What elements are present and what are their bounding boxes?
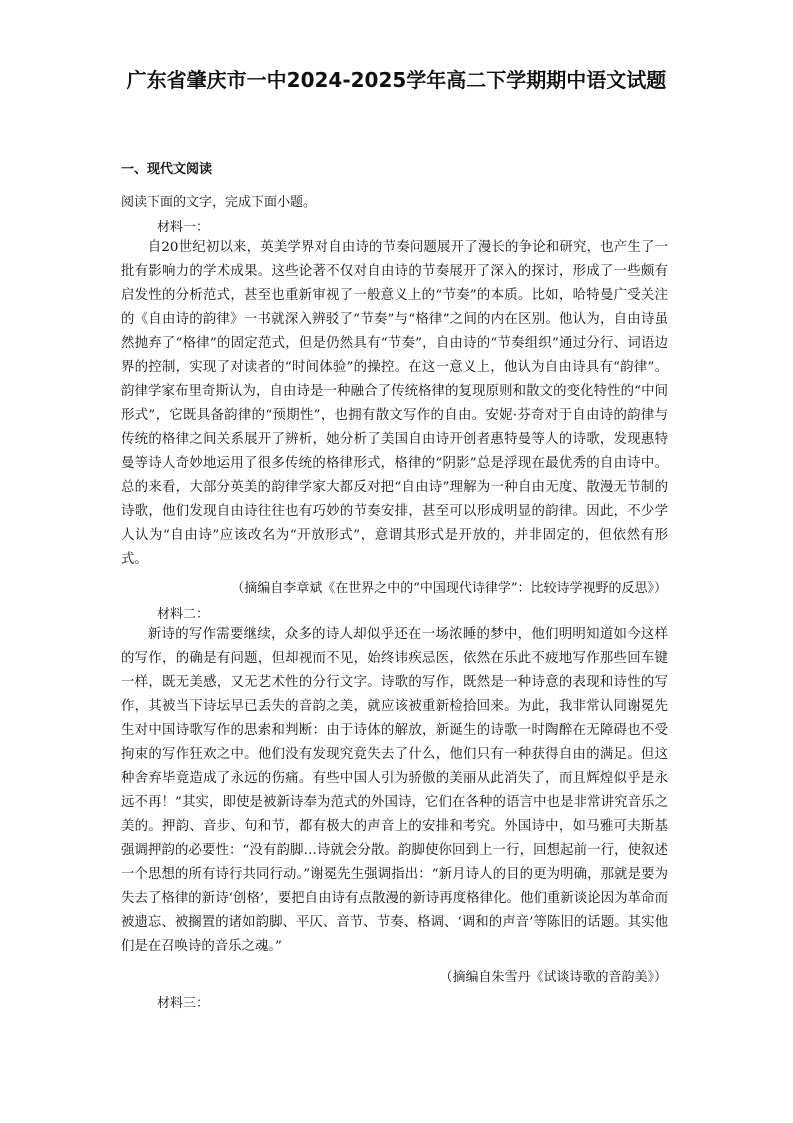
material-1-label: 材料一： [157, 220, 210, 235]
material-2-source: （摘编自朱雪丹《试谈诗歌的音韵美》） [439, 970, 667, 985]
reading-instruction: 阅读下面的文字，完成下面小题。 [121, 195, 317, 210]
material-1-source: （摘编自李章斌《在世界之中的“中国现代诗律学”：比较诗学视野的反思》） [231, 581, 667, 596]
material-1-paragraph: 自20世纪初以来，英美学界对自由诗的节奏问题展开了漫长的争论和研究，也产生了一批有影响力的学术成果。这些论著不仅对自由诗的节奏展开了深入的探讨，形成了一些颇有启发性的分析范式，甚至也重新审视了一般意义上的“节奏”的本质。比如，哈特曼广受关注的《自由诗的韵律》一书就深入辨驳了“节奏”与“格律”之间的内在区别。他认为，自由诗虽然抛弃了“格律”的固定范式，但是仍然具有“节奏”，自由诗的“节奏组织”通过分行、词语边界的控制，实现了对读者的“时间体验”的操控。在这一意义上，他认为自由诗具有“韵律”。韵律学家布里奇斯认为，自由诗是一种融合了传统格律的复现原则和散文的变化特性的“中间形式”，它既具备韵律的“预期性”，也拥有散文写作的自由。安妮·芬奇对于自由诗的韵律与传统的格律之间关系展开了辨析，她分析了美国自由诗开创者惠特曼等人的诗歌，发现惠特曼等诗人奇妙地运用了很多传统的格律形式，格律的“阴影”总是浮现在最优秀的自由诗中。总的来看，大部分英美的韵律学家大都反对把“自由诗”理解为一种自由无度、散漫无节制的诗歌，他们发现自由诗往往也有巧妙的节奏安排，甚至可以形成明显的韵律。因此，不少学人认为“自由诗”应该改名为“开放形式”，意谓其形式是开放的，并非固定的，但依然有形式。 [121, 240, 668, 567]
material-3-label: 材料三： [157, 996, 210, 1011]
section-heading: 一、现代文阅读 [121, 162, 213, 177]
material-2-paragraph: 新诗的写作需要继续，众多的诗人却似乎还在一场浓睡的梦中，他们明明知道如今这样的写作，的确是有问题，但却视而不见，始终讳疾忌医，依然在乐此不疲地写作那些回车键一样，既无美感，又无艺术性的分行文字。诗歌的写作，既然是一种诗意的表现和诗性的写作，其被当下诗坛早已丢失的音韵之美，就应该被重新检拾回来。为此，我非常认同谢冕先生对中国诗歌写作的思索和判断：由于诗体的解放，新诞生的诗歌一时陶醉在无障碍也不受拘束的写作狂欢之中。他们没有发现究竟失去了什么，他们只有一种获得自由的满足。但这种舍弃毕竟造成了永远的伤痛。有些中国人引为骄傲的美丽从此消失了，而且辉煌似乎是永远不再！”其实，即使是被新诗奉为范式的外国诗，它们在各种的语言中也是非常讲究音乐之美的。押韵、音步、句和节，都有极大的声音上的安排和考究。外国诗中，如马雅可夫斯基强调押韵的必要性：“没有韵脚…诗就会分散。韵脚使你回到上一行，回想起前一行，使叙述一个思想的所有诗行共同行动。”谢冕先生强调指出：“新月诗人的目的更为明确，那就是要为失去了格律的新诗‘创格’，要把自由诗有点散漫的新诗再度格律化。他们重新谈论因为革命而被遗忘、被搁置的诸如韵脚、平仄、音节、节奏、格调、‘调和的声音’等陈旧的话题。其实他们是在召唤诗的音乐之魂。” [121, 627, 668, 954]
material-2-label: 材料二： [157, 607, 210, 622]
document-title: 广东省肇庆市一中2024-2025学年高二下学期期中语文试题 [126, 68, 667, 92]
